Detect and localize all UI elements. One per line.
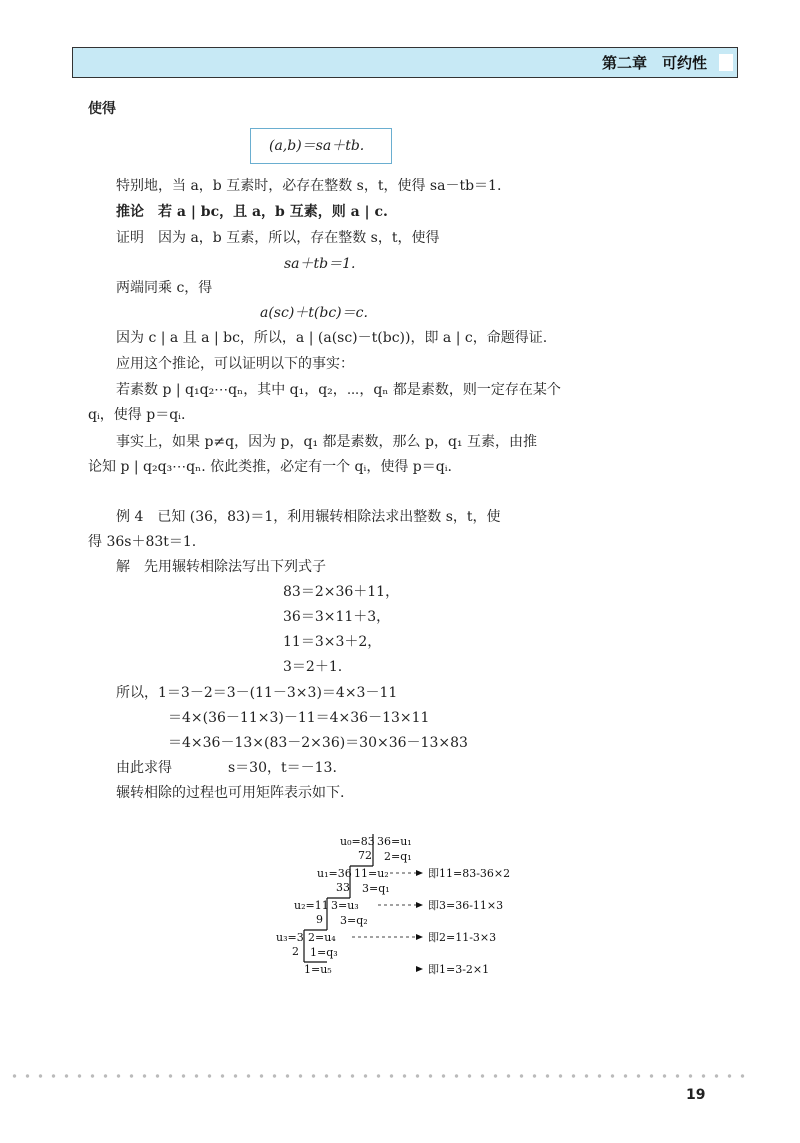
diagram-label: 1=u₅ — [304, 963, 332, 976]
diagram-note: 即3=36-11×3 — [428, 899, 504, 912]
page-number: 19 — [686, 1087, 706, 1103]
solution: 解 先用辗转相除法写出下列式子 — [116, 559, 326, 575]
diagram-label: 3=u₃ — [331, 899, 359, 912]
diagram-label: 9 — [316, 913, 323, 926]
diagram-label: 3=q₁ — [362, 882, 390, 895]
equation: a(sc)＋t(bc)＝c. — [260, 305, 368, 321]
diagram-note: 即1=3-2×1 — [428, 963, 490, 976]
text-line: 辗转相除的过程也可用矩阵表示如下. — [116, 785, 345, 801]
chapter-header — [72, 47, 738, 78]
text-line: 两端同乘 c，得 — [116, 280, 213, 296]
diagram-label: 72 — [358, 849, 372, 862]
diagram-label: u₀=83 — [340, 835, 375, 848]
text-line: 事实上，如果 p≠q，因为 p，q₁ 都是素数，那么 p，q₁ 互素，由推 — [116, 434, 537, 450]
diagram-label: u₁=36 — [317, 867, 352, 880]
text-line: 因为 c | a 且 a | bc，所以，a | (a(sc)－t(bc))，即 a | c，命题得证. — [116, 330, 548, 346]
equation: 83＝2×36＋11， — [283, 584, 400, 600]
formula: (a,b)＝sa＋tb. — [269, 138, 365, 154]
diagram-label: 33 — [336, 881, 350, 894]
text-line: 由此求得 s＝30，t＝－13. — [116, 760, 337, 776]
diagram-label: 2=q₁ — [384, 850, 412, 863]
equation: ＝4×36－13×(83－2×36)＝30×36－13×83 — [168, 735, 468, 751]
diagram-label: 2=u₄ — [308, 931, 336, 944]
proof: 证明 因为 a，b 互素，所以，存在整数 s，t，使得 — [116, 230, 440, 246]
equation: 11＝3×3＋2， — [283, 634, 382, 650]
text-line: qᵢ，使得 p＝qᵢ. — [88, 407, 186, 423]
diagram-label: 11=u₂ — [354, 867, 389, 880]
division-diagram — [270, 830, 550, 980]
diagram-label: 2 — [292, 945, 299, 958]
diagram-label: 1=q₃ — [310, 946, 338, 959]
text-line: 特别地，当 a，b 互素时，必存在整数 s，t，使得 sa－tb＝1. — [116, 178, 502, 194]
equation: 36＝3×11＋3， — [283, 609, 391, 625]
equation: 3＝2＋1. — [283, 659, 343, 675]
diagram-label: 3=q₂ — [340, 914, 368, 927]
example-title: 例 4 已知 (36，83)＝1，利用辗转相除法求出整数 s，t，使 — [116, 509, 501, 525]
equation: 所以，1＝3－2＝3－(11－3×3)＝4×3－11 — [116, 685, 398, 701]
text-line: 论知 p | q₂q₃⋯qₙ. 依此类推，必定有一个 qᵢ，使得 p＝qᵢ. — [88, 459, 452, 475]
text-line: 使得 — [88, 101, 116, 117]
footer-dotted-rule — [8, 1073, 748, 1079]
diagram-note: 即2=11-3×3 — [428, 931, 497, 944]
equation: sa＋tb＝1. — [284, 256, 356, 272]
header-tab-marker — [719, 54, 733, 71]
text-line: 若素数 p | q₁q₂⋯qₙ，其中 q₁，q₂，⋯，qₙ 都是素数，则一定存在某个 — [116, 382, 561, 398]
chapter-title: 第二章 可约性 — [601, 54, 707, 72]
text-line: 应用这个推论，可以证明以下的事实： — [116, 356, 354, 372]
diagram-label: 36=u₁ — [377, 835, 412, 848]
diagram-label: u₃=3 — [276, 931, 304, 944]
diagram-note: 即11=83-36×2 — [428, 867, 511, 880]
equation: ＝4×(36－11×3)－11＝4×36－13×11 — [168, 710, 430, 726]
corollary: 推论 若 a | bc，且 a，b 互素，则 a | c. — [116, 204, 388, 220]
text-line: 得 36s＋83t＝1. — [88, 534, 197, 550]
diagram-label: u₂=11 — [294, 899, 329, 912]
formula-box — [250, 128, 392, 164]
